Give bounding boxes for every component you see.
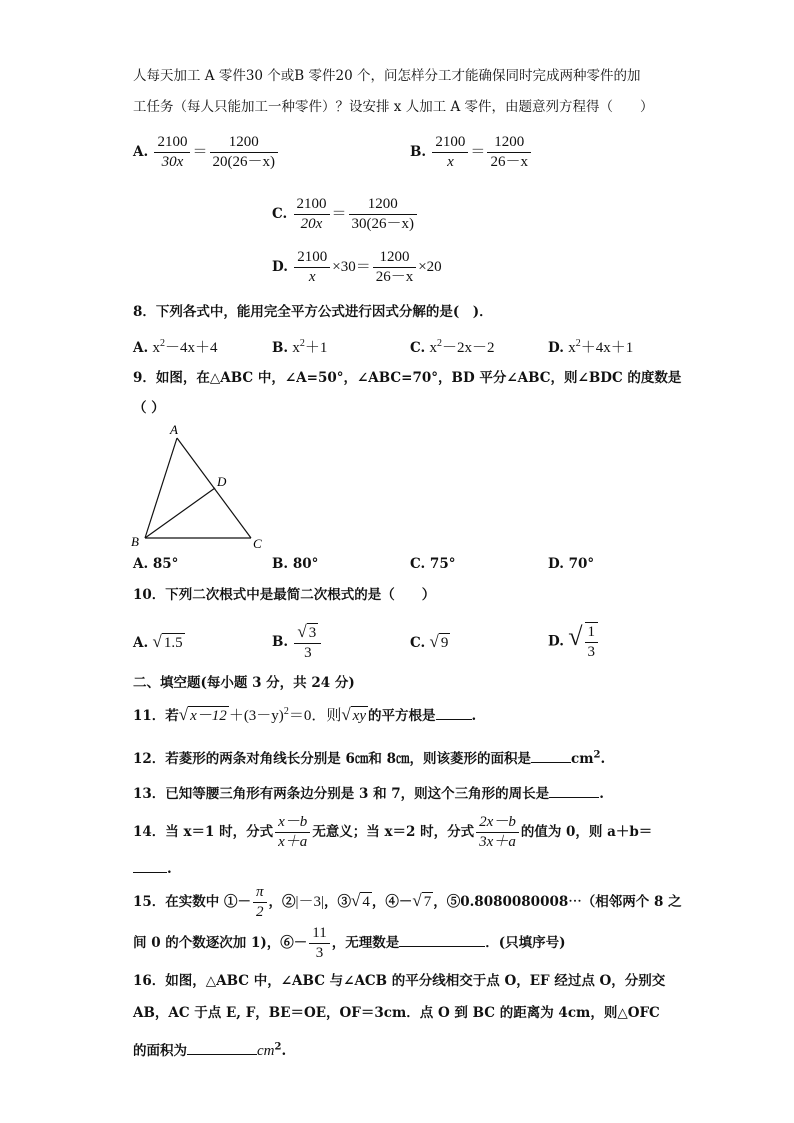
q15-line1: 15．在实数中 ①－ $\frac{\pi}{2}$ ，②|－3|，③√ 4 ，④－√ 7 ，⑤0.8080080008⋯（相邻两个 8 之 bbox=[133, 884, 682, 920]
vertex-b: B bbox=[131, 534, 139, 549]
q9-paren: （ ） bbox=[133, 400, 165, 416]
answer-blank[interactable] bbox=[187, 1040, 257, 1055]
option-label: B. bbox=[410, 144, 427, 160]
q10-option-d[interactable]: D. √ $\frac{1}{3}$ bbox=[548, 622, 600, 662]
q7-option-a[interactable]: A. $\frac{2100}{30x}$ ＝ $\frac{1200}{20(26-x)}$ bbox=[133, 133, 280, 172]
q7-option-c[interactable]: C. $\frac{2100}{20x}$ ＝ $\frac{1200}{30(26-x)}$ bbox=[272, 195, 419, 234]
fraction: $\frac{√ 3}{3}$ bbox=[294, 622, 321, 663]
q14: 14．当 x＝1 时，分式 $\frac{x-b}{x+a}$ 无意义；当 x＝2 时，分式 $\frac{2x-b}{3x+a}$ 的值为 0，则 a＋b＝ bbox=[133, 814, 653, 850]
q9-stem: 9．如图，在△ABC 中，∠A=50°，∠ABC=70°，BD 平分∠ABC，则∠BDC 的度数是 bbox=[133, 370, 682, 386]
q8-option-d[interactable]: D. $x^2+4x+1$ bbox=[548, 338, 634, 356]
q9-option-d[interactable]: D. 70° bbox=[548, 556, 595, 572]
fraction: $\frac{11}{3}$ bbox=[309, 924, 329, 963]
fraction: $\frac{1200}{20(26-x)}$ bbox=[210, 133, 279, 172]
side-ab bbox=[145, 438, 177, 538]
q7-line1: 人每天加工 A 零件30 个或B 零件20 个，问怎样分工才能确保同时完成两种零件的加 bbox=[133, 68, 641, 84]
q8-option-c[interactable]: C. $x^2-2x-2$ bbox=[410, 338, 495, 356]
answer-blank[interactable] bbox=[531, 748, 571, 763]
q7-option-d[interactable]: D. $\frac{2100}{x}$ ×30＝ $\frac{1200}{26-x}$ ×20 bbox=[272, 249, 442, 285]
fraction: $\frac{\pi}{2}$ bbox=[253, 883, 267, 922]
answer-blank[interactable] bbox=[549, 783, 599, 798]
point-d: D bbox=[217, 474, 227, 489]
fraction: $\frac{1}{3}$ bbox=[585, 622, 599, 662]
q16-line1: 16．如图，△ABC 中，∠ABC 与∠ACB 的平分线相交于点 O，EF 经过点 O，分别交 bbox=[133, 973, 666, 989]
answer-blank[interactable] bbox=[436, 705, 472, 720]
option-label: C. bbox=[272, 206, 288, 222]
triangle-figure bbox=[125, 420, 275, 555]
fraction: $\frac{2100}{x}$ bbox=[294, 248, 330, 287]
fraction: $\frac{1200}{26-x}$ bbox=[487, 133, 531, 172]
q10-option-b[interactable]: B. $\frac{√ 3}{3}$ bbox=[272, 622, 323, 663]
fraction: $\frac{x-b}{x+a}$ bbox=[275, 813, 310, 852]
fraction: $\frac{1200}{26-x}$ bbox=[373, 248, 417, 287]
vertex-a: A bbox=[170, 422, 178, 437]
option-label: A. bbox=[133, 144, 149, 160]
fraction: $\frac{2100}{20x}$ bbox=[294, 195, 330, 234]
q8-option-a[interactable]: A. $x^2-4x+4$ bbox=[133, 338, 218, 356]
q16-line3: 的面积为 $cm^2$. bbox=[133, 1041, 287, 1059]
q14-cont: . bbox=[133, 858, 172, 879]
fraction: $\frac{2100}{x}$ bbox=[432, 133, 468, 172]
bisector-bd bbox=[145, 488, 215, 538]
q8-stem: 8．下列各式中，能用完全平方公式进行因式分解的是( )． bbox=[133, 304, 493, 320]
q10-stem: 10．下列二次根式中是最简二次根式的是（ ） bbox=[133, 587, 436, 603]
q7-option-b[interactable]: B. $\frac{2100}{x}$ ＝ $\frac{1200}{26-x}$ bbox=[410, 133, 533, 172]
answer-blank[interactable] bbox=[399, 932, 485, 947]
q9-option-a[interactable]: A. 85° bbox=[133, 556, 179, 572]
q12: 12．若菱形的两条对角线长分别是 6㎝和 8㎝，则该菱形的面积是 $cm^2$. bbox=[133, 749, 606, 767]
q11: 11．若√ $x-12 +(3-y)^2=0$．则√ xy 的平方根是 . bbox=[133, 705, 477, 724]
fraction: $\frac{1200}{30(26-x)}$ bbox=[349, 195, 418, 234]
vertex-c: C bbox=[253, 536, 262, 551]
fraction: $\frac{2100}{30x}$ bbox=[154, 133, 190, 172]
q13: 13．已知等腰三角形有两条边分别是 3 和 7，则这个三角形的周长是 . bbox=[133, 783, 604, 804]
q7-line2: 工任务（每人只能加工一种零件）？设安排 x 人加工 A 零件，由题意列方程得（ ） bbox=[133, 99, 654, 115]
q9-option-c[interactable]: C. 75° bbox=[410, 556, 456, 572]
answer-blank[interactable] bbox=[133, 858, 167, 873]
section-title: 二、填空题(每小题 3 分，共 24 分) bbox=[133, 675, 355, 691]
q10-option-c[interactable]: C. √ 9 bbox=[410, 632, 449, 651]
q16-line2: AB，AC 于点 E, F，BE＝OE，OF＝3cm．点 O 到 BC 的距离为 4cm，则△OFC bbox=[133, 1005, 660, 1021]
q15-line2: 间 0 的个数逐次加 1)，⑥－ $\frac{11}{3}$ ，无理数是 ．(只填序号) bbox=[133, 925, 566, 961]
fraction: $\frac{2x-b}{3x+a}$ bbox=[476, 813, 519, 852]
q8-option-b[interactable]: B. $x^2+1$ bbox=[272, 338, 328, 356]
q10-option-a[interactable]: A. √ 1.5 bbox=[133, 632, 183, 651]
option-label: D. bbox=[272, 259, 288, 275]
q9-option-b[interactable]: B. 80° bbox=[272, 556, 319, 572]
